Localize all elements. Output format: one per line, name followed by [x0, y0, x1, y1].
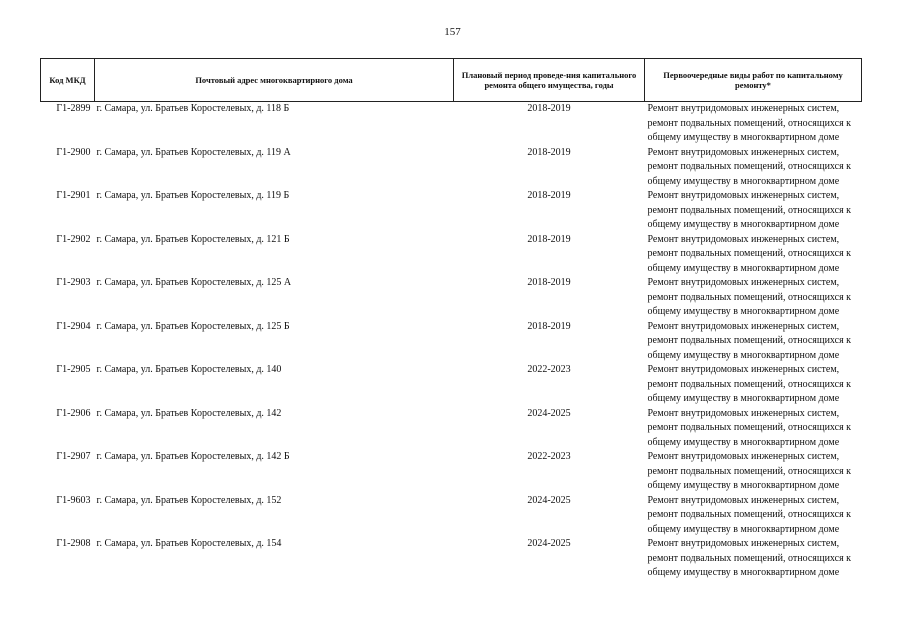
table-row	[41, 189, 862, 233]
capital-repair-table	[40, 58, 862, 581]
cell-code: Г1-2899	[56, 103, 91, 114]
works-line: ремонт подвальных помещений, относящихся к	[647, 378, 852, 390]
cell-code: Г1-2908	[56, 538, 91, 549]
cell-works	[645, 537, 862, 581]
cell-address: г. Самара, ул. Братьев Коростелевых, д. 154	[96, 538, 282, 549]
table-row	[41, 320, 862, 364]
works-line: Ремонт внутридомовых инженерных систем,	[647, 494, 840, 506]
table-row	[41, 233, 862, 277]
cell-address: г. Самара, ул. Братьев Коростелевых, д. 142	[96, 407, 282, 419]
works-line: Ремонт внутридомовых инженерных систем,	[647, 320, 840, 332]
cell-period: 2024-2025	[527, 407, 571, 419]
cell-address: г. Самара, ул. Братьев Коростелевых, д. 152	[96, 494, 282, 506]
works-line: Ремонт внутридомовых инженерных систем,	[647, 190, 840, 201]
works-line: Ремонт внутридомовых инженерных систем,	[647, 103, 840, 114]
cell-works	[645, 494, 862, 538]
works-line: общему имуществу в многоквартирном доме	[647, 219, 840, 230]
table-body	[41, 102, 862, 581]
cell-period: 2018-2019	[527, 277, 571, 288]
cell-address: г. Самара, ул. Братьев Коростелевых, д. 125 А	[96, 277, 292, 288]
header-works: Первоочередные виды работ по капитальному ремонту*	[645, 59, 862, 102]
works-line: ремонт подвальных помещений, относящихся к	[647, 465, 852, 477]
works-line: ремонт подвальных помещений, относящихся к	[647, 422, 852, 433]
cell-address: г. Самара, ул. Братьев Коростелевых, д. 118 Б	[96, 103, 290, 114]
works-line: ремонт подвальных помещений, относящихся к	[647, 291, 852, 303]
table-row	[41, 537, 862, 581]
table-row	[41, 494, 862, 538]
works-line: общему имуществу в многоквартирном доме	[647, 393, 840, 404]
cell-code: Г1-2903	[56, 277, 91, 288]
cell-period: 2024-2025	[527, 538, 571, 549]
works-line: ремонт подвальных помещений, относящихся к	[647, 204, 852, 216]
cell-works	[645, 276, 862, 320]
cell-works	[645, 407, 862, 451]
works-line: общему имуществу в многоквартирном доме	[647, 262, 840, 274]
works-line: Ремонт внутридомовых инженерных систем,	[647, 277, 840, 288]
cell-address: г. Самара, ул. Братьев Коростелевых, д. 125 Б	[96, 320, 290, 332]
works-line: ремонт подвальных помещений, относящихся к	[647, 117, 852, 129]
table-row	[41, 146, 862, 190]
cell-works	[645, 320, 862, 364]
table-row	[41, 276, 862, 320]
works-line: ремонт подвальных помещений, относящихся к	[647, 248, 852, 259]
cell-code: Г1-2904	[56, 320, 91, 332]
cell-address: г. Самара, ул. Братьев Коростелевых, д. 119 Б	[96, 190, 290, 201]
cell-address: г. Самара, ул. Братьев Коростелевых, д. 142 Б	[96, 451, 290, 462]
works-line: общему имуществу в многоквартирном доме	[647, 567, 840, 578]
works-line: Ремонт внутридомовых инженерных систем,	[647, 364, 840, 375]
works-line: общему имуществу в многоквартирном доме	[647, 523, 840, 535]
cell-period: 2018-2019	[527, 320, 571, 332]
cell-works	[645, 189, 862, 233]
works-line: Ремонт внутридомовых инженерных систем,	[647, 407, 840, 419]
cell-address: г. Самара, ул. Братьев Коростелевых, д. 140	[96, 364, 282, 375]
page-number: 157	[444, 26, 461, 38]
works-line: общему имуществу в многоквартирном доме	[647, 436, 840, 448]
cell-works	[645, 146, 862, 190]
cell-address: г. Самара, ул. Братьев Коростелевых, д. 119 А	[96, 146, 291, 158]
cell-period: 2018-2019	[527, 103, 571, 114]
cell-period: 2022-2023	[527, 364, 571, 375]
cell-works	[645, 363, 862, 407]
cell-works	[645, 233, 862, 277]
works-line: Ремонт внутридомовых инженерных систем,	[647, 451, 840, 462]
header-code: Код МКД	[41, 59, 95, 102]
cell-code: Г1-2905	[56, 364, 91, 375]
cell-period: 2024-2025	[527, 494, 571, 506]
cell-period: 2022-2023	[527, 451, 571, 462]
cell-code: Г1-2907	[56, 451, 91, 462]
cell-works	[645, 102, 862, 146]
cell-code: Г1-2906	[56, 407, 91, 419]
cell-address: г. Самара, ул. Братьев Коростелевых, д. 121 Б	[96, 233, 290, 245]
table-row	[41, 102, 862, 146]
works-line: общему имуществу в многоквартирном доме	[647, 175, 840, 187]
works-line: ремонт подвальных помещений, относящихся к	[647, 509, 852, 520]
works-line: ремонт подвальных помещений, относящихся к	[647, 161, 852, 172]
works-line: общему имуществу в многоквартирном доме	[647, 480, 840, 491]
works-line: ремонт подвальных помещений, относящихся к	[647, 335, 852, 346]
cell-code: Г1-9603	[56, 494, 91, 506]
table-row	[41, 363, 862, 407]
works-line: Ремонт внутридомовых инженерных систем,	[647, 538, 840, 549]
cell-works	[645, 450, 862, 494]
cell-code: Г1-2901	[56, 190, 91, 201]
works-line: общему имуществу в многоквартирном доме	[647, 132, 840, 143]
cell-period: 2018-2019	[527, 190, 571, 201]
header-period: Плановый период проведе-ния капитального ремонта общего имущества, годы	[454, 59, 645, 102]
works-line: ремонт подвальных помещений, относящихся к	[647, 552, 852, 564]
header-row	[41, 59, 862, 102]
works-line: Ремонт внутридомовых инженерных систем,	[647, 233, 840, 245]
works-line: общему имуществу в многоквартирном доме	[647, 306, 840, 317]
cell-code: Г1-2902	[56, 233, 91, 245]
works-line: Ремонт внутридомовых инженерных систем,	[647, 146, 840, 158]
cell-period: 2018-2019	[527, 146, 571, 158]
cell-period: 2018-2019	[527, 233, 571, 245]
header-address: Почтовый адрес многоквартирного дома	[95, 59, 454, 102]
cell-code: Г1-2900	[56, 146, 91, 158]
works-line: общему имуществу в многоквартирном доме	[647, 349, 840, 361]
table-row	[41, 450, 862, 494]
table-header	[41, 59, 862, 102]
table-row	[41, 407, 862, 451]
